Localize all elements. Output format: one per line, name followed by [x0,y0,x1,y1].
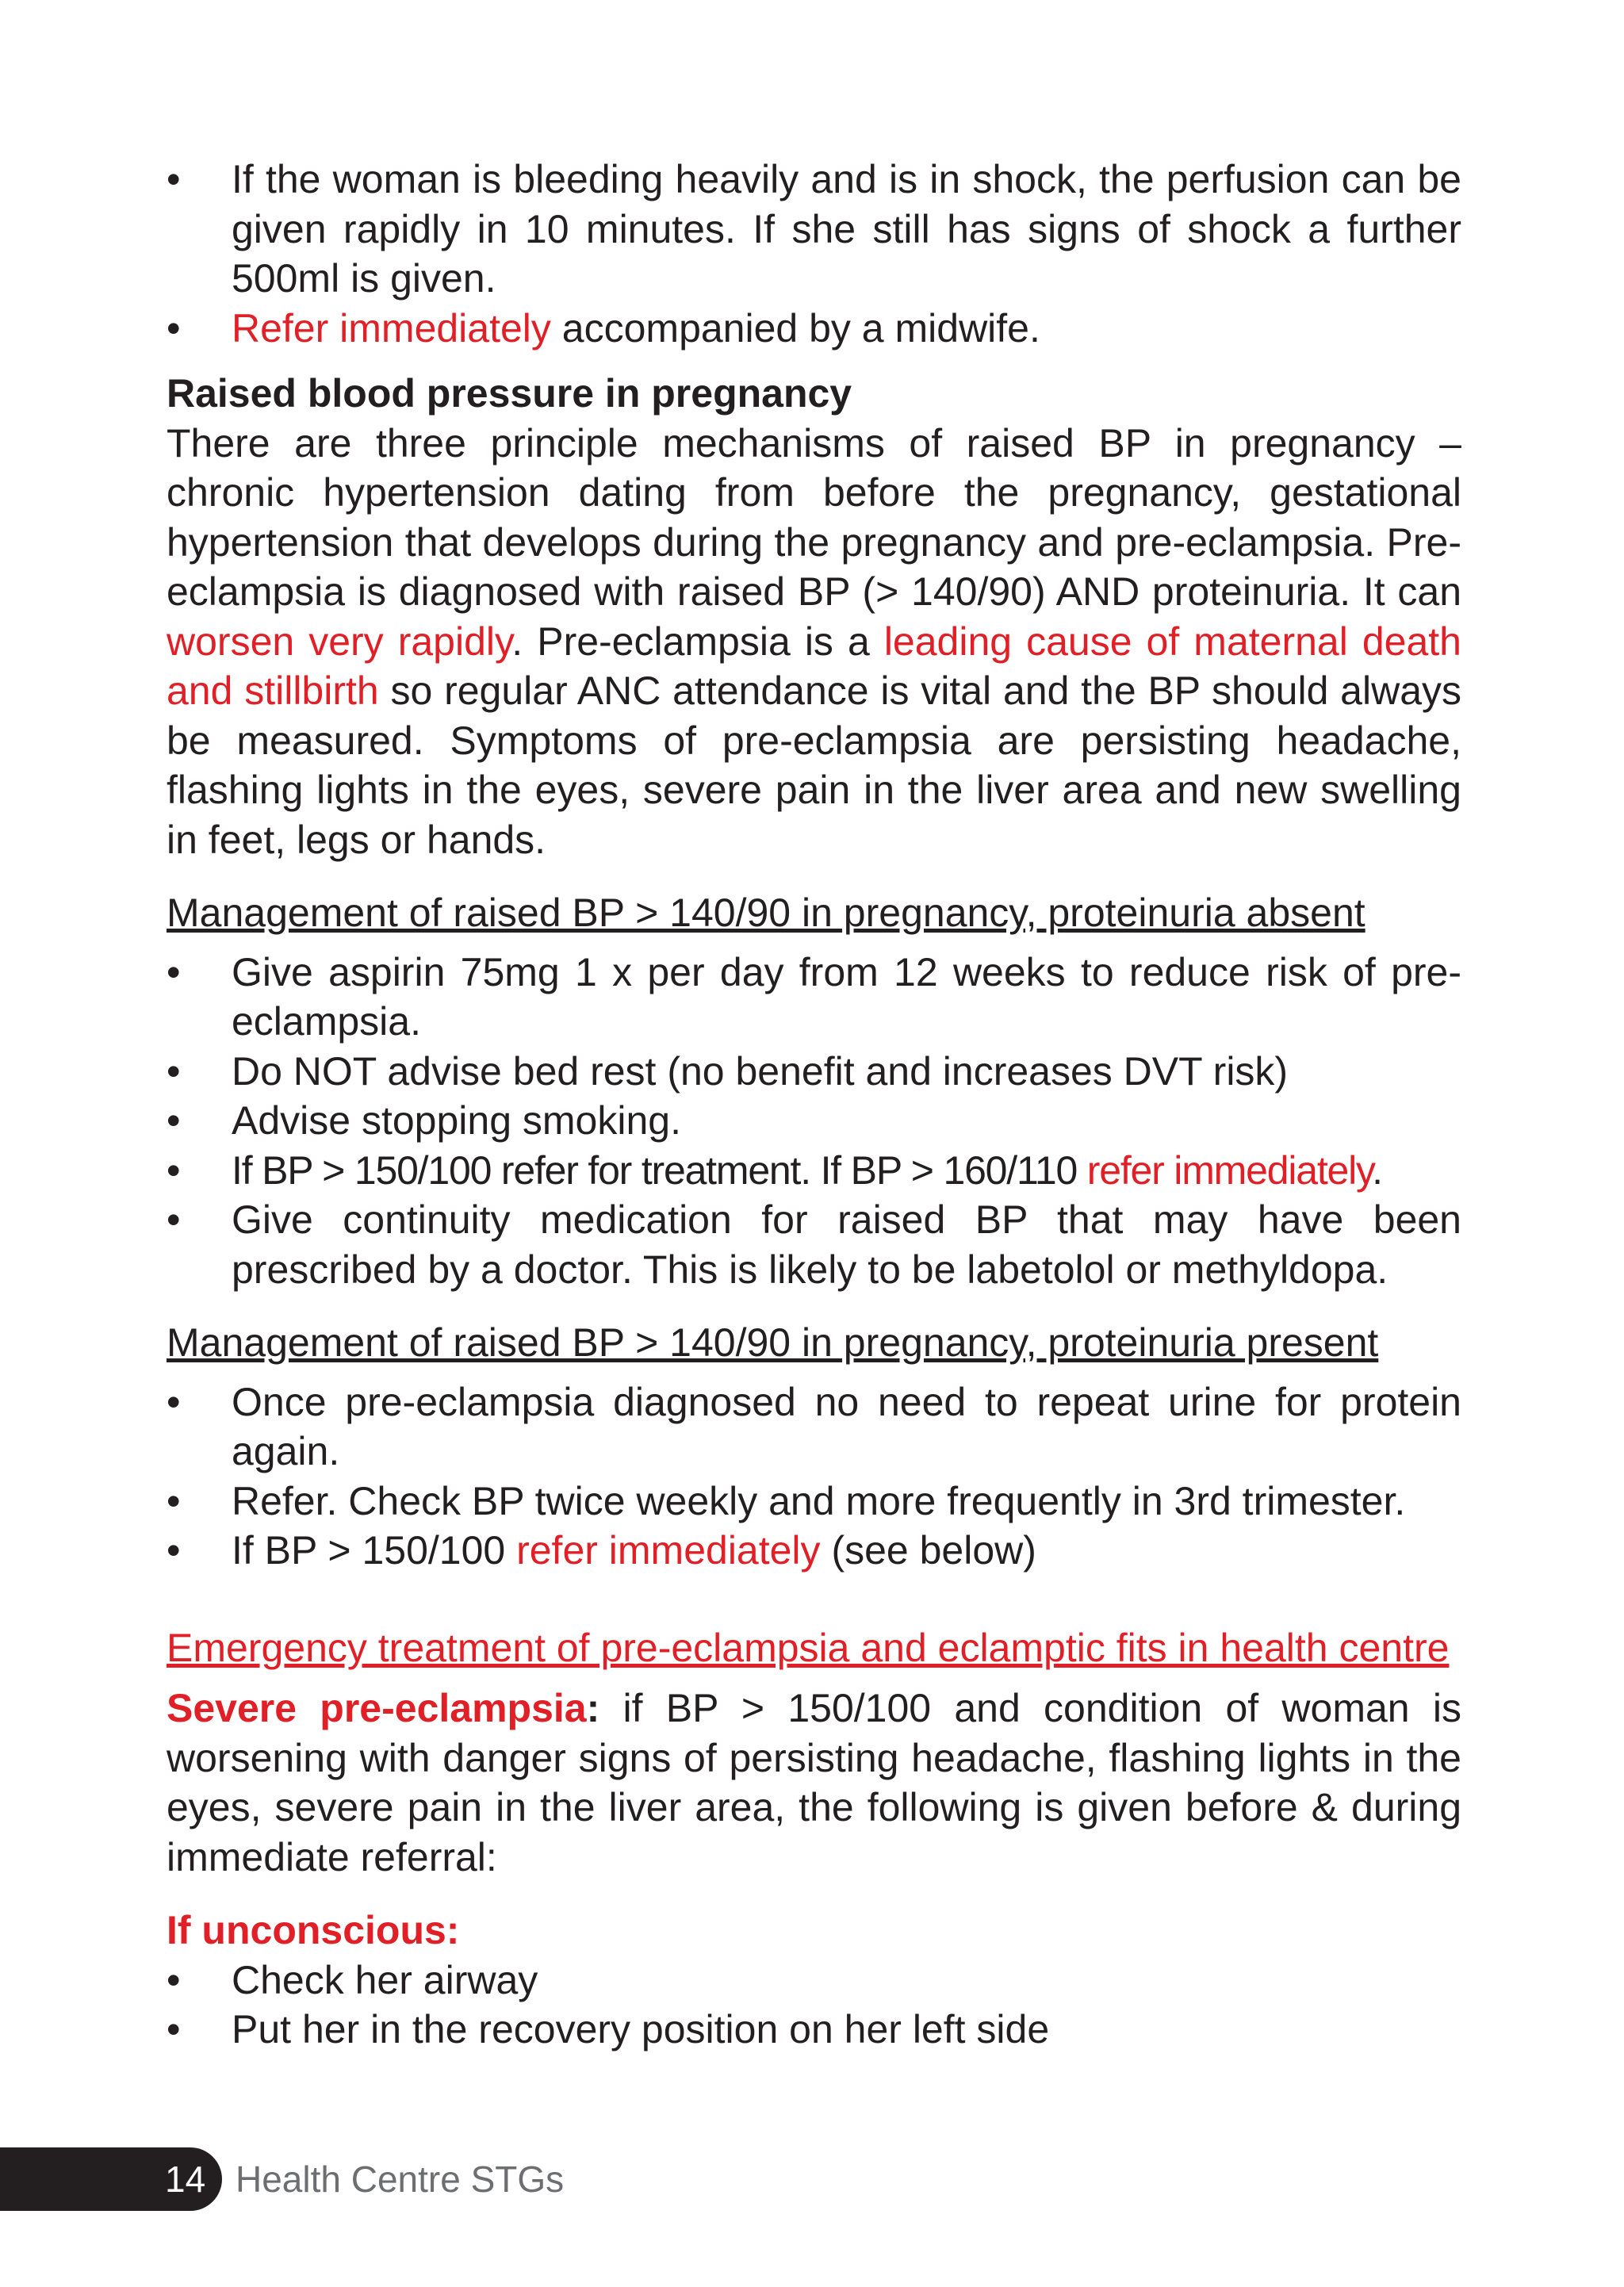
bullet-icon: • [167,1098,181,1143]
list-item [167,155,1461,304]
paragraph-text: There are three principle mechanisms of raised BP in pregnancy – chronic hypertension dating from before the pregnancy, gestational hypertension that develops during the pregnancy and pre-eclampsia. Pre-eclampsia is diagnosed with raised BP (> 140/90) AND proteinuria. It can [167,420,1461,614]
list-item [167,1377,1461,1477]
list-item [167,1477,1461,1527]
list-item-text: Put her in the recovery position on her left side [232,2007,1050,2051]
bullet-icon: • [167,1478,181,1523]
bullet-icon: • [167,1957,181,2002]
paragraph-text: if BP > 150/100 and condition of woman is worsening with danger signs of persisting headache, flashing lights in the eyes, severe pain in the liver area, the following is given before & during immediate referral: [167,1686,1461,1879]
list-item [167,1146,1461,1196]
emergency-treatment-heading: Emergency treatment of pre-eclampsia and eclamptic fits in health centre [167,1625,1450,1670]
shock-bullet-list [167,155,1461,353]
raised-bp-heading: Raised blood pressure in pregnancy [167,371,852,416]
page-number: 14 [165,2159,206,2200]
unconscious-list [167,1956,1461,2055]
proteinuria-present-heading: Management of raised BP > 140/90 in pregnancy, proteinuria present [167,1320,1379,1365]
list-item-text: If BP > 150/100 refer for treatment. If BP > 160/110 [232,1147,1087,1193]
severe-pre-eclampsia-label: Severe pre-eclampsia [167,1686,587,1730]
list-item [167,1096,1461,1146]
list-item [167,304,1461,354]
refer-immediately-text: refer immediately [1086,1147,1373,1193]
list-item-text: Give aspirin 75mg 1 x per day from 12 weeks to reduce risk of pre-eclampsia. [232,949,1461,1044]
proteinuria-absent-heading: Management of raised BP > 140/90 in pregnancy, proteinuria absent [167,891,1365,935]
bullet-icon: • [167,1147,181,1193]
list-item-text: . [1372,1147,1382,1193]
footer-title: Health Centre STGs [236,2159,565,2200]
list-item-text: accompanied by a midwife. [550,305,1040,351]
paragraph-text: . Pre-eclampsia is a [511,619,884,664]
bullet-icon: • [167,157,181,201]
page-content [167,155,1461,2055]
list-item [167,1047,1461,1097]
raised-bp-paragraph [167,419,1461,865]
proteinuria-present-list [167,1377,1461,1576]
bullet-icon: • [167,1048,181,1094]
refer-immediately-text: Refer immediately [232,305,551,351]
worsen-rapidly-text: worsen very rapidly [167,619,512,664]
proteinuria-absent-list [167,948,1461,1295]
list-item [167,2005,1461,2055]
list-item [167,1526,1461,1576]
bullet-icon: • [167,2007,181,2051]
refer-immediately-text: refer immediately [516,1528,821,1573]
list-item-text: Do NOT advise bed rest (no benefit and increases DVT risk) [232,1048,1289,1094]
bullet-icon: • [167,949,181,994]
list-item-text: If BP > 150/100 [232,1528,517,1573]
list-item [167,948,1461,1047]
list-item-text: Once pre-eclampsia diagnosed no need to repeat urine for protein again. [232,1379,1461,1473]
list-item-text: If the woman is bleeding heavily and is in shock, the perfusion can be given rapidly in 10 minutes. If she still has signs of shock a further 500ml is given. [232,157,1461,301]
list-item [167,1195,1461,1294]
label-colon: : [586,1686,600,1730]
list-item-text: Give continuity medication for raised BP that may have been prescribed by a doctor. This is likely to be labetolol or methyldopa. [232,1197,1461,1292]
severe-pre-eclampsia-paragraph [167,1684,1461,1882]
list-item-text: Check her airway [232,1957,538,2002]
if-unconscious-heading: If unconscious: [167,1908,460,1952]
paragraph-text: so regular ANC attendance is vital and the BP should always be measured. Symptoms of pre-eclampsia are persisting headache, flashing lights in the eyes, severe pain in the liver area and new swelling in feet, legs or hands. [167,668,1462,862]
list-item [167,1956,1461,2005]
list-item-text: Refer. Check BP twice weekly and more frequently in 3rd trimester. [232,1478,1406,1523]
leading-cause-text: leading cause of maternal death and stillbirth [167,619,1461,713]
bullet-icon: • [167,1197,181,1242]
list-item-text: (see below) [820,1528,1036,1573]
bullet-icon: • [167,305,181,351]
bullet-icon: • [167,1528,181,1573]
bullet-icon: • [167,1379,181,1424]
list-item-text: Advise stopping smoking. [232,1098,681,1143]
